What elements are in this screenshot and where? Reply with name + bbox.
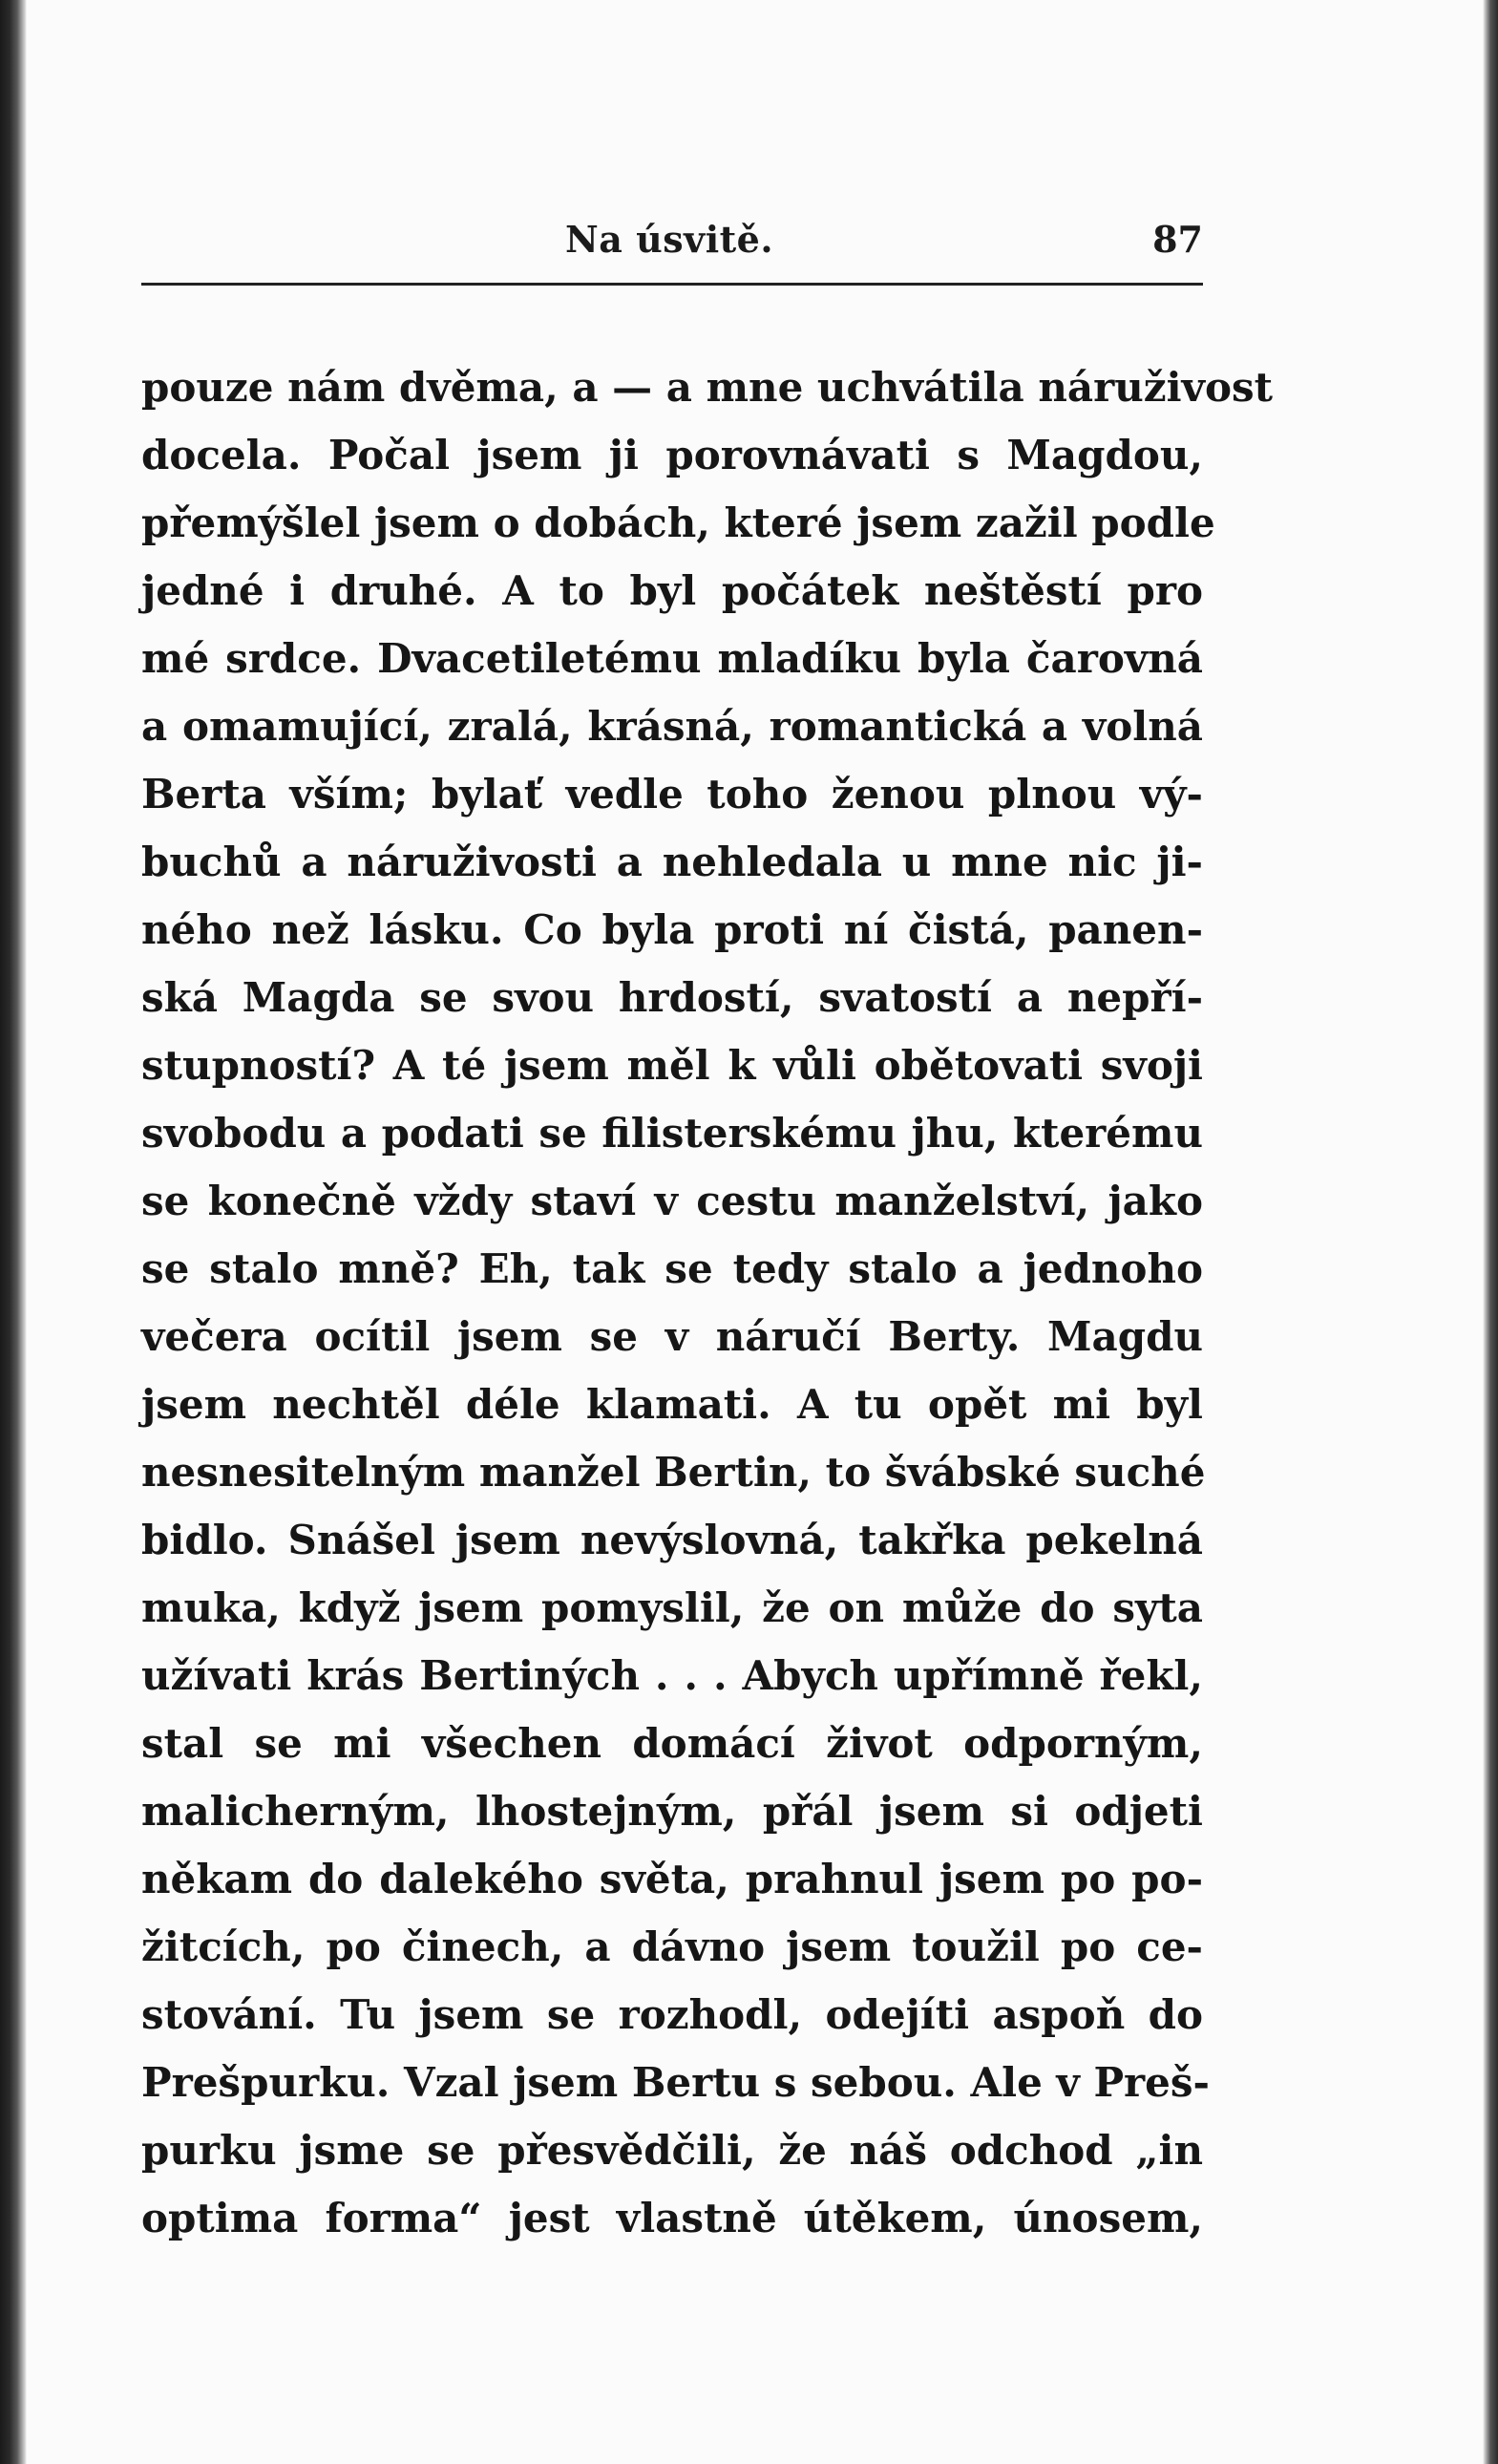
text-line: se stalo mně? Eh, tak se tedy stalo a jednoho xyxy=(141,1245,1203,1292)
text-line: pouze nám dvěma, a — a mne uchvátila náruživost xyxy=(141,364,1274,411)
text-line: Prešpurku. Vzal jsem Bertu s sebou. Ale v Preš- xyxy=(141,2059,1210,2106)
running-title: Na úsvitě. xyxy=(565,218,774,261)
text-line: mé srdce. Dvacetiletému mladíku byla čarovná xyxy=(141,635,1203,682)
text-line: někam do dalekého světa, prahnul jsem po po- xyxy=(141,1856,1203,1902)
text-line: Berta vším; bylať vedle toho ženou plnou vý- xyxy=(141,771,1203,818)
text-line: buchů a náruživosti a nehledala u mne nic ji- xyxy=(141,839,1203,885)
text-line: optima forma“ jest vlastně útěkem, únosem, xyxy=(141,2195,1203,2241)
text-line: purku jsme se přesvědčili, že náš odchod „in xyxy=(141,2127,1203,2174)
text-line: bidlo. Snášel jsem nevýslovná, takřka pekelná xyxy=(141,1517,1203,1563)
page-number: 87 xyxy=(1152,218,1203,261)
text-line: a omamující, zralá, krásná, romantická a volná xyxy=(141,703,1203,750)
page-header xyxy=(141,218,1203,285)
text-line: ská Magda se svou hrdostí, svatostí a nepří- xyxy=(141,974,1203,1021)
text-line: přemýšlel jsem o dobách, které jsem zažil podle xyxy=(141,499,1215,546)
text-line: stování. Tu jsem se rozhodl, odejíti aspoň do xyxy=(141,1991,1203,2038)
text-line: jedné i druhé. A to byl počátek neštěstí pro xyxy=(141,567,1203,614)
text-line: užívati krás Bertiných . . . Abych upřímně řekl, xyxy=(141,1652,1203,1699)
text-line: stupností? A té jsem měl k vůli obětovati svoji xyxy=(141,1042,1203,1089)
text-line: docela. Počal jsem ji porovnávati s Magdou, xyxy=(141,432,1203,478)
text-line: se konečně vždy staví v cestu manželství, jako xyxy=(141,1178,1203,1224)
text-line: stal se mi všechen domácí život odporným, xyxy=(141,1720,1203,1767)
page-binding-shadow-left xyxy=(0,0,27,2464)
text-line: ného než lásku. Co byla proti ní čistá, panen- xyxy=(141,906,1203,953)
text-line: svobodu a podati se filisterskému jhu, kterému xyxy=(141,1110,1203,1157)
body-text xyxy=(141,353,1274,2252)
text-line: žitcích, po činech, a dávno jsem toužil po ce- xyxy=(141,1923,1203,1970)
text-line: malicherným, lhostejným, přál jsem si odjeti xyxy=(141,1788,1203,1835)
text-line: nesnesitelným manžel Bertin, to švábské suché xyxy=(141,1449,1206,1496)
text-line: jsem nechtěl déle klamati. A tu opět mi byl xyxy=(141,1381,1203,1428)
header-rule xyxy=(141,283,1203,286)
page-edge-shadow-right xyxy=(1483,0,1498,2464)
text-line: večera ocítil jsem se v náručí Berty. Magdu xyxy=(141,1313,1203,1360)
text-line: muka, když jsem pomyslil, že on může do syta xyxy=(141,1584,1203,1631)
